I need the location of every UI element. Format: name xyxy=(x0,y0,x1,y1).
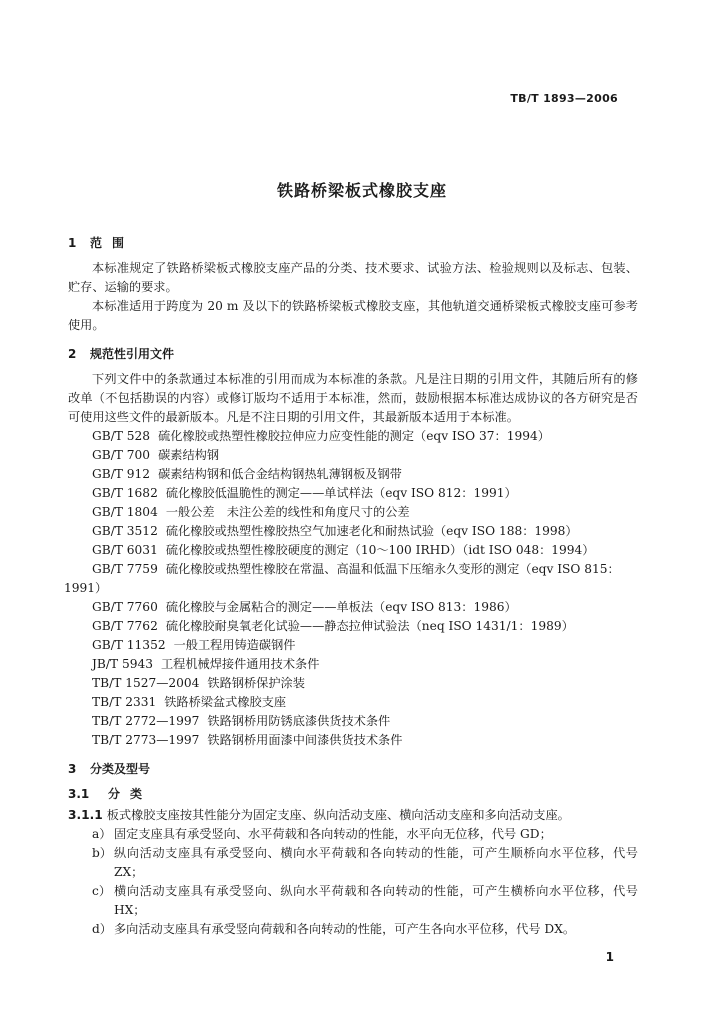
section-title: 范围 xyxy=(90,236,135,250)
page-number: 1 xyxy=(605,950,614,964)
reference-code: JB/T 5943 xyxy=(92,657,153,671)
reference-title: 工程机械焊接件通用技术条件 xyxy=(160,657,320,671)
reference-item xyxy=(68,693,638,712)
reference-item xyxy=(68,598,638,617)
reference-code: GB/T 7762 xyxy=(92,619,158,633)
document-body xyxy=(64,234,638,939)
reference-title: 一般公差 未注公差的线性和角度尺寸的公差 xyxy=(165,505,410,519)
list-marker: b） xyxy=(92,846,112,860)
section-number: 1 xyxy=(68,236,77,250)
reference-item xyxy=(68,541,638,560)
list-marker: d） xyxy=(92,922,112,936)
reference-item xyxy=(68,674,638,693)
scope-paragraph: 本标准规定了铁路桥梁板式橡胶支座产品的分类、技术要求、试验方法、检验规则以及标志、包装、贮存、运输的要求。 xyxy=(68,261,638,294)
subsection-title: 分类 xyxy=(108,787,153,801)
section-number: 3 xyxy=(68,762,77,776)
reference-title: 硫化橡胶与金属粘合的测定——单板法（eqv ISO 813：1986） xyxy=(165,600,517,614)
section-heading-normative xyxy=(68,345,638,364)
reference-code: GB/T 11352 xyxy=(92,638,166,652)
reference-code: TB/T 2773—1997 xyxy=(92,733,200,747)
reference-item xyxy=(68,636,638,655)
section-heading-scope xyxy=(68,234,638,253)
reference-title: 硫化橡胶或热塑性橡胶拉伸应力应变性能的测定（eqv ISO 37：1994） xyxy=(158,429,550,443)
list-item xyxy=(68,825,638,844)
clause xyxy=(68,806,638,825)
clause-number: 3.1.1 xyxy=(68,808,103,822)
reference-continuation: 1991） xyxy=(64,581,108,595)
reference-code: GB/T 3512 xyxy=(92,524,158,538)
document-title: 铁路桥梁板式橡胶支座 xyxy=(276,181,447,200)
section-number: 2 xyxy=(68,347,77,361)
reference-item xyxy=(68,446,638,465)
scope-paragraph: 本标准适用于跨度为 20 m 及以下的铁路桥梁板式橡胶支座，其他轨道交通桥梁板式橡胶支座可参考使用。 xyxy=(68,299,638,332)
section-heading-classification xyxy=(68,760,638,779)
reference-title: 碳素结构钢和低合金结构钢热轧薄钢板及钢带 xyxy=(158,467,402,481)
reference-title: 硫化橡胶或热塑性橡胶硬度的测定（10～100 IRHD）（idt ISO 048：1994） xyxy=(165,543,595,557)
reference-item xyxy=(68,484,638,503)
reference-title: 硫化橡胶或热塑性橡胶在常温、高温和低温下压缩永久变形的测定（eqv ISO 815： xyxy=(165,562,620,576)
reference-title: 硫化橡胶或热塑性橡胶热空气加速老化和耐热试验（eqv ISO 188：1998） xyxy=(165,524,578,538)
reference-code: GB/T 7760 xyxy=(92,600,158,614)
subsection-number: 3.1 xyxy=(68,787,90,801)
section-title: 分类及型号 xyxy=(90,762,151,776)
reference-item xyxy=(68,712,638,731)
standard-code: TB/T 1893—2006 xyxy=(510,92,618,105)
reference-code: TB/T 2331 xyxy=(92,695,157,709)
list-text: 纵向活动支座具有承受竖向、横向水平荷载和各向转动的性能，可产生顺桥向水平位移，代号 ZX； xyxy=(114,846,638,879)
reference-title: 铁路钢桥保护涂装 xyxy=(207,676,305,690)
reference-title: 一般工程用铸造碳钢件 xyxy=(173,638,296,652)
list-marker: c） xyxy=(92,884,112,898)
reference-item xyxy=(68,731,638,750)
reference-item xyxy=(68,427,638,446)
reference-title: 碳素结构钢 xyxy=(158,448,220,462)
clause-text: 板式橡胶支座按其性能分为固定支座、纵向活动支座、横向活动支座和多向活动支座。 xyxy=(106,808,570,822)
reference-code: TB/T 1527—2004 xyxy=(92,676,200,690)
reference-code: GB/T 7759 xyxy=(92,562,158,576)
reference-code: GB/T 1682 xyxy=(92,486,158,500)
reference-item xyxy=(68,503,638,522)
reference-title: 铁路钢桥用防锈底漆供货技术条件 xyxy=(207,714,391,728)
list-item xyxy=(68,920,638,939)
reference-code: GB/T 912 xyxy=(92,467,151,481)
reference-code: GB/T 528 xyxy=(92,429,151,443)
subsection-heading xyxy=(68,785,638,804)
reference-title: 铁路桥梁盆式橡胶支座 xyxy=(164,695,287,709)
reference-item xyxy=(68,655,638,674)
reference-code: GB/T 1804 xyxy=(92,505,158,519)
reference-item-continuation xyxy=(64,579,638,598)
reference-item xyxy=(68,617,638,636)
list-text: 固定支座具有承受竖向、水平荷载和各向转动的性能，水平向无位移，代号 GD； xyxy=(114,827,552,841)
reference-title: 铁路钢桥用面漆中间漆供货技术条件 xyxy=(207,733,403,747)
section-title: 规范性引用文件 xyxy=(90,347,175,361)
list-text: 多向活动支座具有承受竖向荷载和各向转动的性能，可产生各向水平位移，代号 DX。 xyxy=(114,922,576,936)
reference-item xyxy=(68,465,638,484)
reference-title: 硫化橡胶低温脆性的测定——单试样法（eqv ISO 812：1991） xyxy=(165,486,517,500)
reference-item xyxy=(68,522,638,541)
reference-code: GB/T 700 xyxy=(92,448,151,462)
normative-intro: 下列文件中的条款通过本标准的引用而成为本标准的条款。凡是注日期的引用文件，其随后所有的修改单（不包括勘误的内容）或修订版均不适用于本标准，然而，鼓励根据本标准达成协议的各方研究是否可使用这些文件的最新版本。凡是不注日期的引用文件，其最新版本适用于本标准。 xyxy=(68,372,638,424)
reference-code: GB/T 6031 xyxy=(92,543,158,557)
reference-item xyxy=(68,560,638,579)
list-marker: a） xyxy=(92,827,112,841)
list-item xyxy=(68,844,638,882)
reference-title: 硫化橡胶耐臭氧老化试验——静态拉伸试验法（neq ISO 1431/1：1989） xyxy=(165,619,574,633)
list-text: 横向活动支座具有承受竖向、纵向水平荷载和各向转动的性能，可产生横桥向水平位移，代号 HX； xyxy=(114,884,638,917)
reference-code: TB/T 2772—1997 xyxy=(92,714,200,728)
list-item xyxy=(68,882,638,920)
reference-list xyxy=(64,427,638,750)
